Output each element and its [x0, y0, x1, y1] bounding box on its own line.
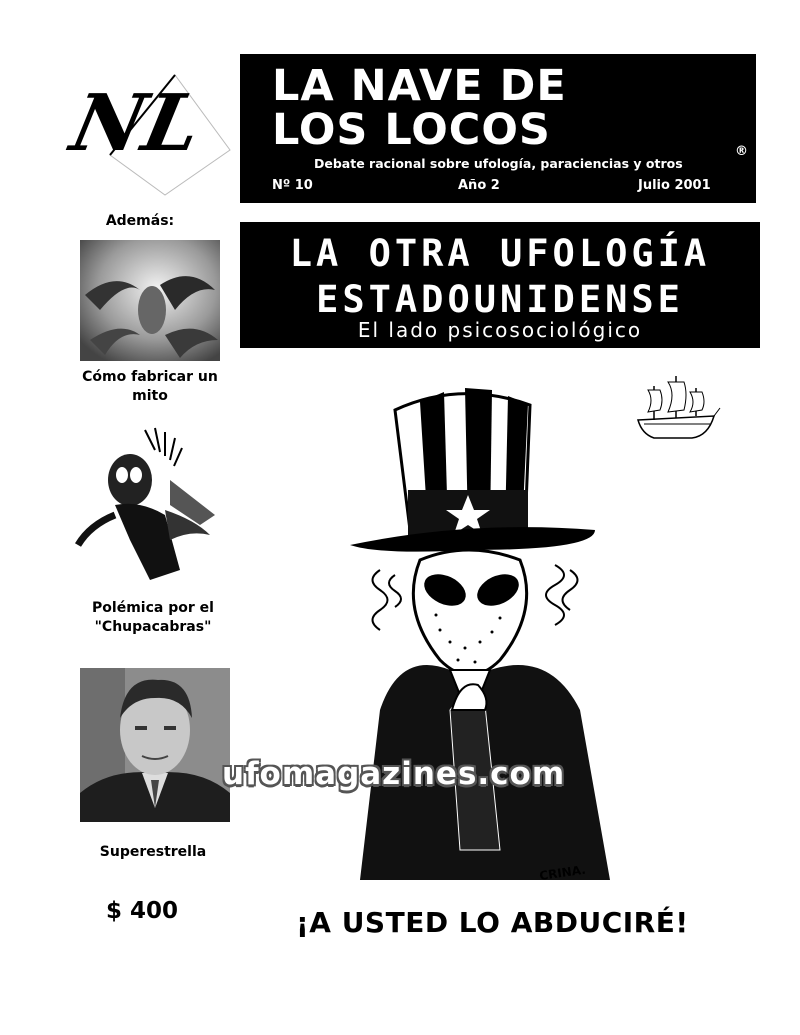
person-photo [80, 668, 230, 822]
masthead [240, 54, 756, 203]
magazine-title: LA NAVE DE LOS LOCOS [272, 61, 567, 155]
logo-letters: NL [63, 76, 210, 169]
magazine-logo [63, 55, 230, 195]
cartoon-signature: CRINA. [538, 862, 587, 883]
cover-caption: ¡A USTED LO ABDUCIRÉ! [296, 906, 689, 939]
sidebar-heading: Además: [105, 213, 175, 229]
issue-year: Año 2 [458, 178, 500, 193]
ship-icon [630, 372, 722, 444]
person-caption: Superestrella [99, 844, 207, 860]
watermark-text: ufomagazines.com [222, 756, 566, 792]
cover-price: $ 400 [106, 898, 179, 924]
magazine-subtitle: Debate racional sobre ufología, paraciencias y otros [314, 156, 683, 171]
chupacabras-caption: Polémica por el "Chupacabras" [92, 600, 214, 635]
issue-number: Nº 10 [272, 178, 313, 193]
myth-illustration [80, 240, 220, 361]
registered-mark: ® [735, 144, 748, 159]
headline-line-2: ESTADOUNIDENSE [316, 278, 684, 321]
chupacabras-illustration [70, 420, 220, 585]
cover-headline [240, 222, 760, 348]
headline-subtitle: El lado psicosociológico [357, 318, 643, 342]
myth-caption: Cómo fabricar un mito [82, 369, 218, 404]
headline-line-1: LA OTRA UFOLOGÍA [289, 232, 711, 275]
issue-date: Julio 2001 [638, 178, 711, 193]
alien-uncle-sam-cartoon [340, 380, 630, 900]
